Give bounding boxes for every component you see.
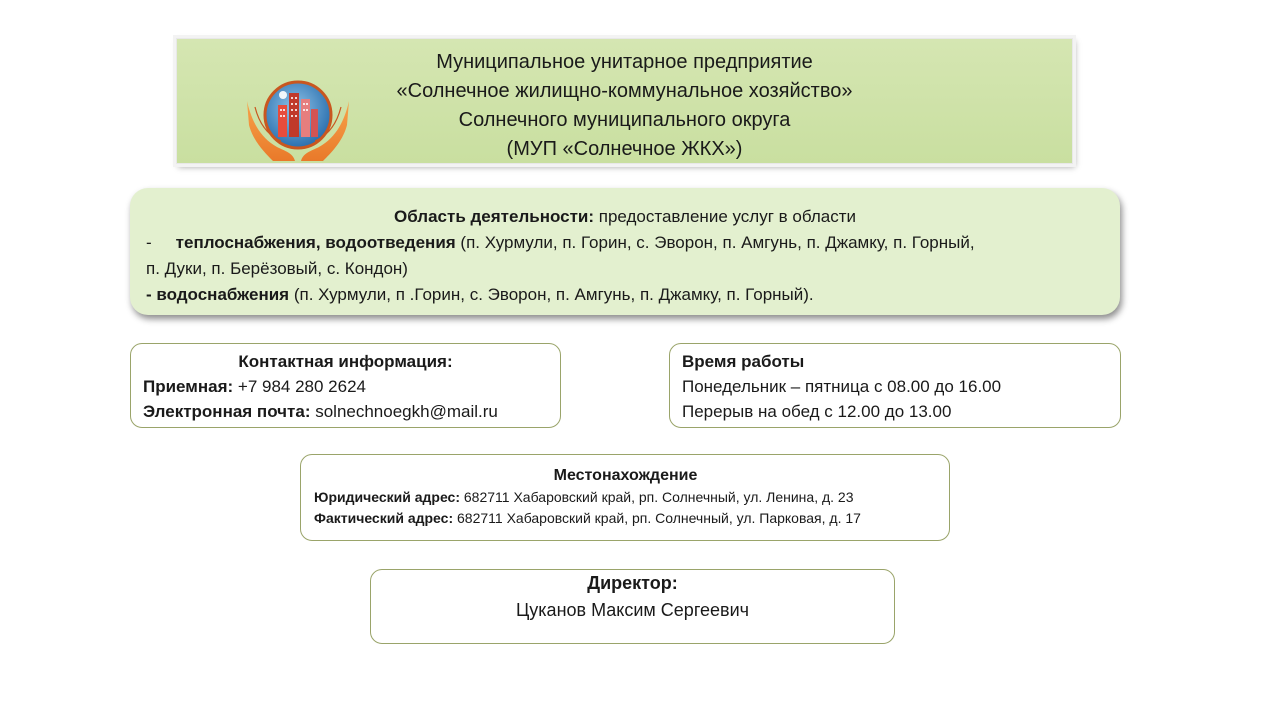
legal-address-label: Юридический адрес: [314, 489, 460, 505]
header-line-2: «Солнечное жилищно-коммунальное хозяйство» [396, 80, 853, 102]
email-value: solnechnoegkh@mail.ru [310, 402, 498, 421]
contacts-panel [130, 343, 561, 428]
location-title: Местонахождение [553, 467, 698, 484]
location-panel [300, 454, 950, 541]
actual-address-label: Фактический адрес: [314, 510, 454, 526]
actual-address-value: 682711 Хабаровский край, рп. Солнечный, ул. Парковая, д. 17 [453, 510, 861, 526]
organization-name [177, 48, 1072, 164]
activity-title-text: предоставление услуг в области [594, 207, 856, 226]
legal-address-row [314, 487, 937, 508]
header-line-4: (МУП «Солнечное ЖКХ») [506, 138, 743, 160]
director-title: Директор: [587, 573, 678, 593]
activity-item-water-places: (п. Хурмули, п .Горин, с. Эворон, п. Амгунь, п. Джамку, п. Горный). [289, 285, 814, 304]
activity-item-heating-continued: п. Дуки, п. Берёзовый, с. Кондон) [146, 259, 408, 278]
header-banner [176, 38, 1073, 164]
activity-item-heating [146, 230, 1104, 256]
activity-title-label: Область деятельности: [394, 207, 595, 226]
actual-address-row [314, 508, 937, 529]
working-hours-weekdays: Понедельник – пятница с 08.00 до 16.00 [682, 377, 1002, 396]
activity-item-heating-places: (п. Хурмули, п. Горин, с. Эворон, п. Амгунь, п. Джамку, п. Горный, [455, 233, 975, 252]
activity-item-water [146, 282, 1104, 308]
legal-address-value: 682711 Хабаровский край, рп. Солнечный, ул. Ленина, д. 23 [460, 489, 854, 505]
working-hours-panel [669, 343, 1121, 428]
activity-title [146, 204, 1104, 230]
working-hours-title: Время работы [682, 352, 805, 371]
working-hours-lunch: Перерыв на обед с 12.00 до 13.00 [682, 402, 952, 421]
contacts-phone-row [143, 374, 548, 399]
director-panel [370, 569, 895, 644]
phone-label: Приемная: [143, 377, 234, 396]
activity-item-heating-label: теплоснабжения, водоотведения [175, 233, 456, 252]
director-name: Цуканов Максим Сергеевич [515, 600, 750, 620]
phone-value: +7 984 280 2624 [233, 377, 366, 396]
activity-item-water-label: - водоснабжения [146, 285, 290, 304]
contacts-title: Контактная информация: [238, 352, 453, 371]
contacts-email-row [143, 399, 548, 424]
activity-panel [130, 188, 1120, 315]
header-line-1: Муниципальное унитарное предприятие [436, 51, 813, 73]
activity-item-dash: - [146, 233, 152, 252]
email-label: Электронная почта: [143, 402, 311, 421]
header-line-3: Солнечного муниципального округа [458, 109, 791, 131]
